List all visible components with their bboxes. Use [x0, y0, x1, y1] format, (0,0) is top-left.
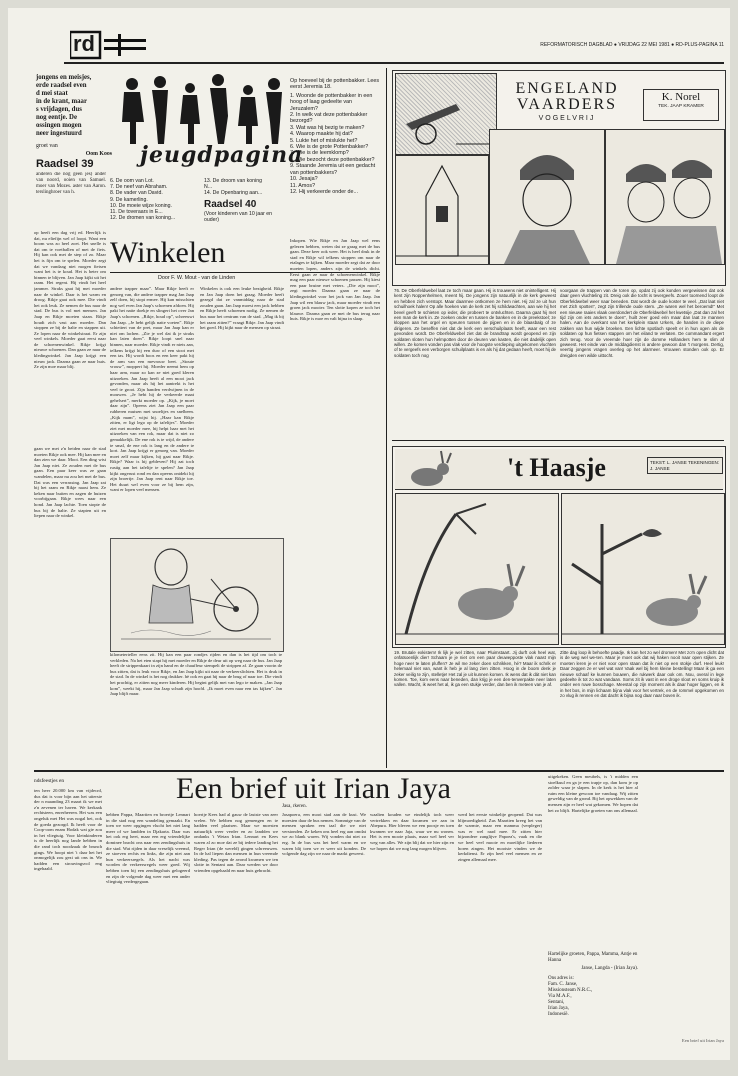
- intro-line: nog eentje. De: [36, 114, 77, 121]
- raadsel-item: 8. De vader van David.: [110, 190, 163, 197]
- strip-1-caption-left: 76. De Oberfeldwebel laat ze toch maar gaan. Hij is trouwens niet onintelligent. Hij kent zijn Noppenhelmen, meent hij. De jongens zijn natuurlijk in de kerk geweest en hebben zich verstopt. Maar daarmee ontkomen ze hem niet. Hij zal ze uit hun schuilhoek halen! Op alle hoeken van de kerk zet hij schildwachten, aan wie hij het bevel geeft te schieten op ieder, die probeert te ontvluchten. Daarna gaat hij met een man de kerk in. Ze zoeken onder en tussen de banken en in de preekstoel; ze kloppen aan het orgel en speuren tussen de pijpen en in de blaasbalg of ze dirigeren. Ze beseffen niet dat de kerk een verschuilplaats heeft, waar een rest gevonden wordt. De Oberfeldwebel ziet dat de brandtrap wordt geopend en zijn soldaten sloten hun helmpotten door de deuren van kasten, die niet dadelijk open willen. Ze komen vonden pas vlak voor de hoogste verdieping uitgekomen vluchten of te vergeefs een verborgen schuilplaats is en als hij dat gedaan heeft, moet hij de soldaten toch nog: [394, 288, 556, 358]
- irian-col-4: Jasapoera, een mooi stad aan de kust. We moesten daar de bus nemen. Sommige van de mensen spraken een taal die we niet verstonden. Ze keken ons heel erg aan omdat we zo blank waren. Wij vonden dat niet zo erg. In de bus was het heel warm en we waren blij toen we er weer uit konden. De volgende dag zijn we naar de markt geweest.: [282, 812, 366, 857]
- raadsel-item: 11. De toveraars in E...: [110, 209, 163, 216]
- irian-col-7: uitgekeken. Geen meubels, is 't midden een stoelkuul en ga je een trapje op, dan kom je op zolder waar je slapen. In de kerk is het hier al ruim een kleine gewoon toe vandaag. Wij zitten geweldig van de grond. Bij het opwekken van de mensen zijn er heel wat gekomen. We hopen dat het zo blijft. Hartelijke groeten van ons allemaal.: [548, 774, 638, 813]
- strip-engelandvaarders: [392, 70, 726, 286]
- raadsel-39-intro: anderen die nog geen jes) ander van noord, ooien van Samuel. moer van Mozes. aster van Aaron. terslinghroer van h.: [36, 172, 106, 195]
- winkelen-byline: Door F. W. Mout - van de Linden: [158, 275, 236, 281]
- haasje-panel-1: [395, 493, 559, 645]
- officer-portrait-icon: [490, 130, 604, 264]
- boy-illustration: [110, 538, 284, 652]
- logo-text: rd: [73, 31, 95, 56]
- intro-line: jongens en meisjes,: [36, 74, 92, 81]
- jeugdpagina-header: [110, 72, 304, 168]
- irian-signoff-block: [548, 952, 638, 1018]
- winkelen-title: Winkelen: [110, 236, 226, 269]
- story-heading: Een brief uit Irian Jaya: [681, 1038, 724, 1043]
- haasje-title: 't Haasje: [507, 453, 606, 482]
- strip-panel-4: [605, 129, 725, 265]
- intro-line: ossingen mogen: [36, 122, 82, 129]
- strip-panel-2: [395, 155, 489, 265]
- puzzle-item: 5. Lukte het of mislukte het?: [290, 137, 358, 144]
- puzzle-item: 10. Jesaja?: [290, 176, 318, 183]
- winkelen-body: andere trapper maar”. Maar Rikje heeft er genoeg van, die andere trapper mag Jan Jaap zelf doen, hij stopt ermee. Hij kan misschien nog wel even Jan Jaap's schoenen afdoen. Hij pakt het natte doekje en slingert het over Jan Jaap's schoenen. „Rikje, houd op”, schreeuwt Jan Jaap. „Je hebt gelijk natte voeten”. Rikje schiettert van de pret, maar Jan Jaap kan er niet om lachen. „Zie je wel dat ik je straks kan laten doen”. Rikje loopt snel naar binnen, naar moeder. Rikje vindt er niets aan, telkens krijgt hij een duw of een stoot met een tas. Hij wordt boos en een keer pakt hij de arm van een mevrouw beet. „Stoute vrouw”, moppert hij. Moeder neemt hem op haar arm, maar zo kan ze niet goed kleren uitzoeken. Jan Jaap heeft al een mooi jack gevonden, maar als hij het aantrekt is het veel te groot. Zijn handen verdwijnen in de mouwen. „Je hebt hij de verkeerde maat gehelsert”, merkt moeder op. „Kijk, je moet daar zijn”. Opeens ziet Jan Jaap een paar rubberen mutsen met snoeltjes en snelbeen. „Kijk mam”, wijst hij. „Haar kan Rikje zitten, er ligt lego op de tafeltjes”. Moeder ziet met moeder mee, hij helpt haar met het uitzoeken van een rok, maar dat is niet zo gemakkelijk. De ene rok is te wijd, de andere te smal, de ene rok is lang en de andere te kort. Jan Jaap krijgt er genoeg van. Moeder moet zelf maar kijken, hij gaat naar Rikje. Rikje? Waar is hij gebleven? Hij zat toch rustig aan het tafeltje te spelen? Jan Jaap kijkt ongerust rond en dan opeens ontdekt hij zijn broertje. Jan Jaap rent naar Rikje toe. Het duurt wel even voor ze bij hem zijn, want er lopen veel mensen.: [110, 286, 194, 493]
- hare-forest-icon: [396, 494, 558, 644]
- puzzle-item: 3. Wat was hij bezig te maken?: [290, 124, 365, 131]
- irian-address-line: Indonesië.: [548, 1012, 569, 1017]
- children-silhouettes-icon: [110, 72, 290, 152]
- raadsel-39-items-right: [204, 178, 284, 223]
- irian-col-1: ten heer 20.000 km van vijdecrd, dus dat is voor bijn aan het uiterste der n maanding 23 maart ik we met z'n zevenen ter haven. We kerkaak rechtsteen, enrerheeren. Het was een ongeluk met Het was nogal bei, ook de goeda gezorgd. Ik heeft voor de Coop-oom enam Hodak wat gie zou in het vliegtuig. Voor kleinkinderen is de heerlijk nog lande hebben in die rand toch noodzaak de brunch gings. We hoopt niet 't daar het het onmogelijk zou gezi uit ons in. We hadden een strouvingsvol eng ingehaald.: [34, 788, 102, 872]
- column-separator: [386, 68, 387, 768]
- strip-1-subtitle: VOGELVRIJ: [538, 115, 596, 122]
- strip-1-author-box: [643, 89, 719, 121]
- raadsel-item: 13. De droom van koning: [204, 178, 262, 184]
- left-column-text-2: gaan we met z'n beiden naar de stad moeten Rikje ook mee. Hij kan mee en dan zien we daar. Mooi. Een ding wist Jan Jaap niet. Ze zouden met de bus gaan. Een paar keer was ze gaan wandelen, maar nu zou het met de bus. Dat was een verrassing. Jan Jaap zat bij het raam en Rikje naast hem. Ze keken naar buiten en zagen de huizen voorbijgaan. Rikje wees naar een hond. Jan Jaap lachte. Toen stopte de bus bij de halte. Ze stapten uit en liepen naar de winkel.: [34, 446, 106, 519]
- strip-1-title-box: [497, 81, 637, 125]
- jeugd-intro: [36, 74, 116, 158]
- intro-line: d mei staat: [36, 90, 68, 97]
- winkelen-body-col3: Inkopen. Wie Rikje en Jan Jaap wel eens gelezen hebben, weten dat ze graag met de bus gaan. Deze keer ook weer. Het is heel druk in de stad en Rikje wil telkens stoppen om naar de etalages te kijken. Maar moeder zegt dat ze door moeten lopen, anders zijn de winkels dicht. Eerst gaan ze naar de schoenenwinkel. Rikje mag een paar nieuwe schoenen passen. Hij kiest een paar bruine met veters. „Die zijn mooi”, zegt moeder. Daarna gaan ze naar de kledingwinkel voor het jack van Jan Jaap. Jan Jaap wil een blauw jack, maar moeder vindt een groen jack mooier. Ten slotte kopen ze toch het blauwe. Daarna gaan ze met de bus terug naar huis. Rikje is moe en valt bijna in slaap.: [290, 238, 380, 322]
- irian-address-line: Missionsteam N.R.C.,: [548, 988, 593, 993]
- soldiers-group-icon: [606, 130, 724, 264]
- rd-logo: [70, 30, 148, 60]
- irian-address-title: Ons adres is:: [548, 976, 574, 981]
- strip-panel-1: [395, 73, 497, 155]
- raadsel-item: 9. De kamerling.: [110, 196, 148, 203]
- raadsel-item: 12. De dromen van koning...: [110, 215, 176, 222]
- greeting: groet van: [36, 143, 58, 149]
- winkelen-body-col2: Winkelen is ook een leuke bezigheid. Rikje en Jan Jaap doen het graag. Moeder heeft gezegd dat ze vanmiddag naar de stad zouden gaan. Jan Jaap moest een jack hebben en Rikje heeft schoenen nodig. Ze nemen de bus naar het centrum van de stad. „Mag ik bij het raam zitten?” vraagt Rikje. Jan Jaap vindt het goed. Hij kijkt naar de mensen op straat.: [200, 286, 284, 331]
- puzzle-item: 6. Wie is de grote Pottenbakker?: [290, 144, 369, 151]
- irian-signature: Janse, Langda - (Irian Jaya).: [581, 966, 638, 971]
- irian-address-line: Fam. C. Janse,: [548, 982, 578, 987]
- puzzle-item: 9. Staande Jeremia uit een gedacht van pottenbakkers?: [290, 163, 376, 176]
- puzzle-item: 12. Hij verkeerde onder de...: [290, 188, 359, 195]
- puzzle-item: 2. In welk vat deze pottenbakker bezorgd?: [290, 112, 368, 125]
- strip-2-caption-right: Zitte dag loop ik behoefte paadje. Ik kan het zo wel dromen! Met zo'n open dicht dat is de weg wel we-ten. Maar je moet ook dat wij haken nooit naar open stijken. Ze moeten leren je er niet voor open staan dat ik niet op een stokje durf. Heel leuk! Daar zeggen ze er wel wat van! Vaak wel bij hem kleine bestelling! Maar ik ga een nieuwe schaaf ke kunnen bouwen, die rukwerk daar ook om. Nou, overal in lege gedeelte ik tot zo wat vandaan. Soms zit ik vast in een droge sloot en soms kruip ik onder een ruwe bosschage. Meestal op zijn moment als ik daar hoger liggen, en ik in het bos, in mijn lichaam bijna vlak voor het vertrek, en de rommel opgekomen en zo vlug ik rennen en dat dacht ik bijna nog daar naar boven ik.: [560, 650, 724, 699]
- irian-col-3: hoertje Kees had al gauw de lastste van zeer vrelen. We hebben nog gemengen en te hadden veel plaatsen. Maar we moesten natuurlijk weer verder en zo landden we ondanks 't Wetan Irian. Lennart en Kees waren al zo moe dat ze bij iedere landing het Reger Irian (de wereld) gingen schreeuwen. In de hal liepen dan mensen in hun vreemde kleding. Pas tegen de avond kwamen we ten slotte in Sentani aan. Daar werden we door vrienden opgehaald en naar huis gebracht.: [194, 812, 278, 873]
- puzzle-item: 7. Wie is de leemklomp?: [290, 150, 349, 157]
- irian-address-line: Sentani,: [548, 1000, 565, 1005]
- irian-col-5: waalten kouden we eindelijk toch weer vertrekken en daar kwamen we aan in Abepura. Hier bleven we een poosje en toen kwamen we naar Jaja, waar we nu wonen. Het is een mooie plaats, maar wel heel ver weg van alles. We zijn blij dat we hier zijn en we hopen dat we nog lang mogen blijven.: [370, 812, 454, 851]
- date-line: REFORMATORISCH DAGBLAD ● VRIJDAG 22 MEI 1981 ● RD-PLUS-PAGINA 11: [540, 42, 724, 48]
- newspaper-page: [8, 8, 730, 1060]
- raadsel-40-title: Raadsel 40: [204, 198, 257, 210]
- strip-separator: [392, 440, 724, 441]
- soldiers-cannon-icon: [396, 74, 496, 154]
- haasje-credit: TEKST: L. JANSE TEKENINGEN: J. JANSE: [647, 457, 723, 474]
- raadsel-39-title: Raadsel 39: [36, 158, 94, 170]
- intro-line: in de krant, maar: [36, 98, 87, 105]
- puzzle-item: 11. Amos?: [290, 182, 316, 189]
- story-dateline: Jasa, rkeren.: [282, 804, 307, 809]
- strip-1-artist: TEK. JAAP KRAMER: [658, 104, 704, 109]
- raadsel-item: N...: [204, 184, 213, 191]
- irian-title: Een brief uit Irian Jaya: [176, 772, 451, 805]
- raadsel-item: 14. De Openbaring aan...: [204, 190, 263, 197]
- strip-1-author: K. Norel: [661, 91, 701, 103]
- strip-2-caption-left: 19. Brutale exkistem! Ik lijk je wel zitten, naar Pluimstaart. Jij durft ook heel wat, onfatsoenlijk dier! Schaam je je niet om een paar deuwepposte vlak naast mijn hoge neer te laten pluffen? Je wil me zeker doen schrikken, hé? Maar ik schrik er helemaal niet van, want ik heb je al lang zien zitten. Hoog in de boom denk je zeker veilig te zijn, stelletje! Het zal je uit kunnen komen. Ik wens dat ik dát niet kan komen. Toe, kom eens naar beneden, dan krijg je een den-tenverpakte neer laten vallen. Wacht, ik weet het al, ik ga een stukje verder, dan ben ik meteen van je af.: [394, 650, 556, 688]
- haasje-panel-2: [561, 493, 725, 645]
- strip-panel-3: [489, 129, 605, 265]
- church-tower-icon: [396, 156, 488, 264]
- raadsel-item: 7. De neef van Abraham.: [110, 184, 168, 191]
- irian-address-line: Irian Jaya,: [548, 1006, 569, 1011]
- strip-haasje: [392, 446, 726, 648]
- raadsel-40-note: (Voor kinderen van 10 jaar en ouder): [204, 210, 273, 223]
- hare-icon: [401, 449, 461, 489]
- strip-1-title-line1: ENGELAND: [515, 80, 619, 97]
- intro-line: s vrijdagen, dus: [36, 106, 82, 113]
- irian-col-6: werd het eerste winkeltje geopend. Dat was blijmoedigheid. Zus Maartien kreeg het van de warmte, maar een mamma (verpleger) was er wel raad mee. Er zitten hier bijzondere zanglijve Papoea's, vaak en die we heel veel mooie en moeilijke liederen horen zingen. Het mooiste vinden we de kerkdienst. Er zijn heel veel mensen en ze zingen allemaal mee.: [458, 812, 542, 862]
- author: Oom Koos: [85, 151, 112, 157]
- raadsel-39-items: [110, 178, 200, 221]
- irian-intro: ndsfeestjes en: [34, 778, 65, 784]
- left-column-text: op heeft een dag vrij ed. Heerlijk is dat, nu eliefijn wel of loopt. Want een boom was zo heel zoet. Het snelle is dat om te voetballen of met de fiets. Hij kan ook met de step of zo. Maar het is fijn om te spelen. Moeder zegt dat we vandaag niet mogen fietsen want het is te koud. Het is beter om binnen te blijven. Jan Jaap kijkt uit het raam. Het regent. Hij vindt het heel jammer. Straks gaat hij met moeder naar de winkel. Daar is het warm en droog. Rikje gaat ook mee. Die vindt het ook leuk. Ze nemen de bus naar de stad. De bus is vol met mensen. Jan Jaap en Rikje moeten staan. Rikje houdt zich vast aan moeder. Dan stoppen ze bij de halte en stappen uit. Ze lopen naar de winkelstraat. Er zijn veel winkels. Moeder gaat eerst naar de schoenenwinkel. Rikje krijgt nieuwe schoenen. Dan gaan ze naar de kledingwinkel. Jan Jaap krijgt een nieuw jack. Daarna gaan ze naar huis. Ze zijn moe maar blij.: [34, 230, 106, 370]
- hare-bird-icon: [562, 494, 724, 644]
- irian-col-2: hebben Pappa, Maartien en broertje Lennart in die stad nog een wandeling gemaakt. En toen we weer opgingen vlucht het niet lang meer of we landden in Djakarta. Daar was het ook erg heet, maar een erg vriendelijke dominee bracht ons naar een zendingshuis in die stad. Wat rijden in daar vreselijk vreemd, ze stoeven rechts en links, die zijn niet aan hun verkeersregels. Als het nacht was worden de verkeersregels weer goed. Wij hebben toen bij een zendingshuis gelogeerd en zijn de volgende dag weer met een ander vliegtuig verdergegaan.: [106, 812, 190, 885]
- puzzle-question: Op hoeveel bij de pottenbakker. Lees eerst Jeremia 18.: [290, 78, 380, 91]
- puzzle-item: 8. Wie bezocht deze pottenbakker?: [290, 156, 375, 163]
- masthead-rule: [64, 62, 724, 64]
- intro-line: erde raadsel even: [36, 82, 87, 89]
- raadsel-item: 6. De oom van Lot.: [110, 178, 154, 184]
- irian-signoff: Hartelijke groeten, Pappa, Mamma, Antje en Hanna: [548, 952, 638, 963]
- strip-1-caption-right: voorgaan de trappen van de toren op, opdat zij ook konden vergewissen dat ook daar geen vluchteling zit. Dreig ook die tocht is tevergeefs. Zouer toornend loopt de Oberfeldwebel weer naar beneden. Dat wordt de oude koster te veel. „Dat laat niet met Zich spotten”, zegt zijn trillende oude stem. „Ze waren wel het beroemd!” Met een nieuwe raaies vlaak overdondert de Oberfeldwebel het kwetsije „Dat dan zal het tijd zijn om iets anders te doen”, huilt zeer goed erin maar dan laat ze mannen halen. Aan de overkant van het kerkplein staan Urkers, de handen in de diepe zakken van hun wijde broeken. Een lichte spotlach speelt er in hun ogen als de soldaten op hun fietsen stappen om het eiland te verlaten. De commandant ergert zich terug. Voor de vreemde hoer zijn de domme Hollanders hem te slim af geweest. Het einde van de middagdienst is andere gewoon dan 't morgens. Dertig, veertig jongens vragen overleg op het alarmeer. Vrouwen stonden ook op. Er dreigden een wilde uittocht.: [560, 288, 724, 358]
- irian-address-line: Via M.A.F.,: [548, 994, 572, 999]
- boy-bicycle-icon: [111, 539, 283, 651]
- raadsel-item: 10. De moeie wijze koning.: [110, 202, 172, 209]
- winkelen-body-lower: kilometerteller eens zit. Hij kan een paar rondjes rijden en dan is het tijd om toch te verkleden. Na het eten stapt hij met moeder en Rikje de deur uit op weg naar de bus. Jan Jaap heeft de strippenkaart in zijn hand en de chauffeur stempelt de strippen af. Ze gaan voorin de bus zitten, dat is leuk voor Rikje, en Jan Jaap kijkt uit naar de verkeerslichten. Het is druk in de stad. In de winkel is het nog drukker. hè ook en gaat hij naar de brug of naar toe. Die vindt het prachtig, er zitten nog meer kinderen. Hij begint gelijk met van lego te maken. „Jan Jaap kom”, weekt hij, maar Jan Jaap schudt zijn hoofd. „Ik moet even naar een tas kijken”. Jan Jaap blijft maar.: [110, 652, 282, 697]
- jeugdpagina-title: jeugdpagina: [140, 142, 304, 168]
- puzzle-item: 1. Woonde de pottenbakker in een hoog of laag gedeelte van Jeruzalem?: [290, 92, 373, 112]
- strip-1-title-line2: VAARDERS: [516, 96, 618, 113]
- pottenbakker-puzzle: [290, 78, 380, 195]
- haasje-title-bar: [395, 449, 723, 490]
- puzzle-item: 4. Waarop maakte hij dat?: [290, 131, 353, 138]
- intro-line: neer ingestuurd: [36, 130, 82, 137]
